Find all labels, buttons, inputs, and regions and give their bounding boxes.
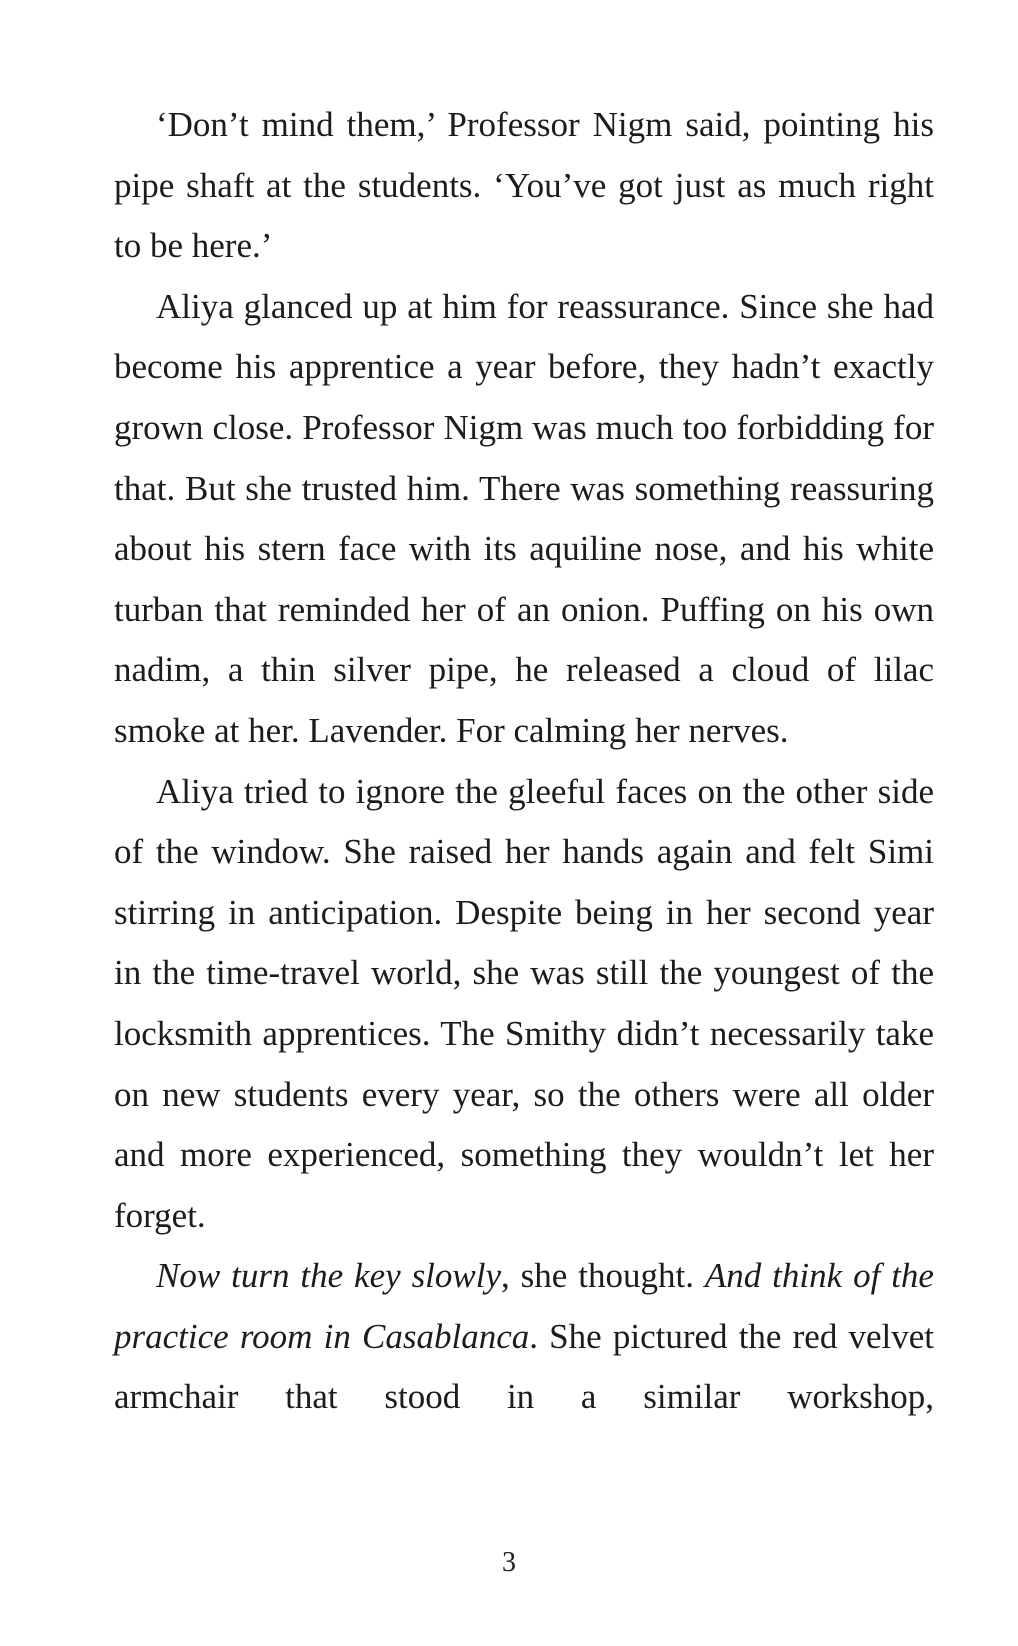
paragraph-4-italic-2: And think of the practice room in Casablanca — [114, 1256, 934, 1356]
paragraph-4-italic-1: Now turn the key slowly — [156, 1256, 502, 1296]
body-text — [114, 95, 934, 1428]
paragraph-2 — [114, 277, 934, 762]
paragraph-2-text: Aliya glanced up at him for reassurance. Since she had become his apprentice a year before, they hadn’t exactly grown close. Professor Nigm was much too forbidding for that. But she trusted him. There was something reassuring about his stern face with its aquiline nose, and his white turban that reminded her of an onion. Puffing on his own nadim, a thin silver pipe, he released a cloud of lilac smoke at her. Lavender. For calming her nerves. — [114, 286, 934, 750]
paragraph-1-text: ‘Don’t mind them,’ Professor Nigm said, pointing his pipe shaft at the students. ‘You’ve got just as much right to be here.’ — [114, 105, 934, 266]
paragraph-3-text: Aliya tried to ignore the gleeful faces on the other side of the window. She raised her hands again and felt Simi stirring in anticipation. Despite being in her second year in the time-travel world, she was still the youngest of the locksmith apprentices. The Smithy didn’t necessarily take on new students every year, so the others were all older and more experienced, something they wouldn’t let her forget. — [114, 771, 934, 1235]
paragraph-4-text-2: . She pictured the red velvet armchair that stood in a similar workshop, — [114, 1316, 935, 1417]
paragraph-1 — [114, 95, 934, 277]
page-number: 3 — [502, 1547, 516, 1578]
paragraph-3 — [114, 762, 934, 1247]
paragraph-4-text-1: , she thought. — [501, 1256, 705, 1296]
paragraph-4 — [114, 1246, 934, 1428]
